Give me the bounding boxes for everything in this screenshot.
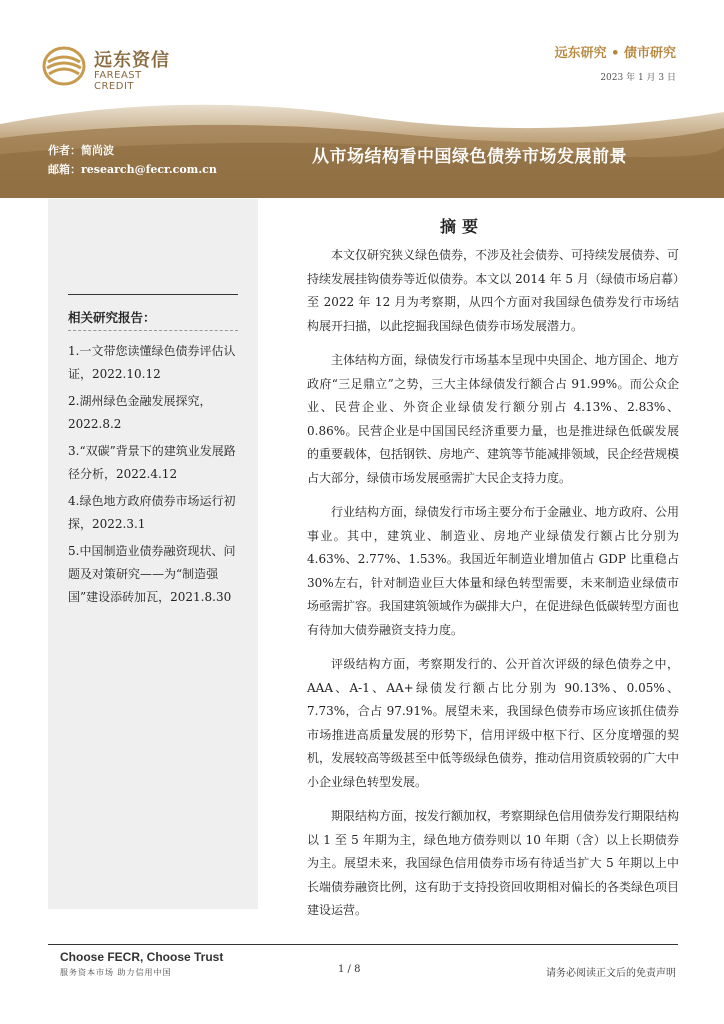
related-report-item[interactable]: 1.一文带您读懂绿色债券评估认证，2022.10.12 [68,344,236,381]
related-report-item[interactable]: 3.“双碳”背景下的建筑业发展路径分析，2022.4.12 [68,444,236,481]
abstract-heading: 摘要 [440,217,485,236]
abstract-body [307,244,679,934]
related-report-item[interactable]: 4.绿色地方政府债券市场运行初探，2022.3.1 [68,494,236,531]
report-date: 2023 年 1 月 3 日 [600,73,676,83]
author: 作者：简尚波 [48,144,114,157]
logo-english-name: FAREAST CREDIT [94,70,142,92]
author-email: 邮箱：research@fecr.com.cn [48,163,217,176]
abstract-paragraph: 行业结构方面，绿债发行市场主要分布于金融业、地方政府、公用事业。其中，建筑业、制造业、房地产业绿债发行额占比分别为 4.63%、2.77%、1.53%。我国近年制造业增加值占 GDP 比重稳占 30%左右，针对制造业巨大体量和绿色转型需要，未来制造业绿债市场亟需扩容。我国建筑领域作为碳排大户，在促进绿色低碳转型方面也有待加大债券融资支持力度。 [307,505,680,637]
sidebar-divider [68,294,238,295]
abstract-paragraph: 期限结构方面，按发行额加权，考察期绿色信用债券发行期限结构以 1 至 5 年期为主，绿色地方债券则以 10 年期（含）以上长期债券为主。展望未来，我国绿色信用债券市场有待适当扩大 5 年期以上中长端债券融资比例，这有助于支持投资回收期相对偏长的各类绿色项目建设运营。 [307,809,680,917]
logo-mark-icon [42,44,88,88]
abstract-paragraph: 评级结构方面，考察期发行的、公开首次评级的绿色债券之中，AAA、A-1、AA+绿债发行额占比分别为 90.13%、0.05%、7.73%，合占 97.91%。展望未来，我国绿色债券市场应该抓住债券市场推进高质量发展的形势下，信用评级中枢下行、区分度增强的契机，发展较高等级甚至中低等级绿色债券，推动信用资质较弱的广大中小企业绿色转型发展。 [307,657,680,789]
report-series: 远东研究 • 债市研究 [554,46,676,61]
related-reports-heading: 相关研究报告： [68,310,156,325]
abstract-paragraph: 主体结构方面，绿债发行市场基本呈现中央国企、地方国企、地方政府“三足鼎立”之势，三大主体绿债发行额合占 91.99%。而公众企业、民营企业、外资企业绿债发行额分别占 4.13%、2.83%、0.86%。民营企业是中国国民经济重要力量，也是推进绿色低碳发展的重要载体，包括钢铁、房地产、建筑等节能减排领域，民企经营规模占大部分，绿债市场发展亟需扩大民企支持力度。 [307,353,680,485]
abstract-paragraph: 本文仅研究狭义绿色债券，不涉及社会债券、可持续发展债券、可持续发展挂钩债券等近似债券。本文以 2014 年 5 月（绿债市场启幕）至 2022 年 12 月为考察期，从四个方面对我国绿色债券发行市场结构展开扫描，以此挖掘我国绿色债券市场发展潜力。 [307,248,680,333]
logo-chinese-name: 远东资信 [94,50,170,71]
related-reports-divider [68,330,238,331]
footer-slogan-english: Choose FECR, Choose Trust [60,950,224,964]
report-title: 从市场结构看中国绿色债券市场发展前景 [312,147,627,167]
footer-slogan-chinese: 服务资本市场 助力信用中国 [60,968,172,977]
page-number: 1 / 8 [338,964,361,975]
related-report-item[interactable]: 2.湖州绿色金融发展探究，2022.8.2 [68,394,212,431]
footer-divider [48,944,678,945]
related-reports-list [68,340,240,613]
company-logo [42,44,182,92]
related-report-item[interactable]: 5.中国制造业债券融资现状、问题及对策研究——为“制造强国”建设添砖加瓦，2021.8.30 [68,544,236,604]
footer-disclaimer: 请务必阅读正文后的免责声明 [546,968,676,979]
